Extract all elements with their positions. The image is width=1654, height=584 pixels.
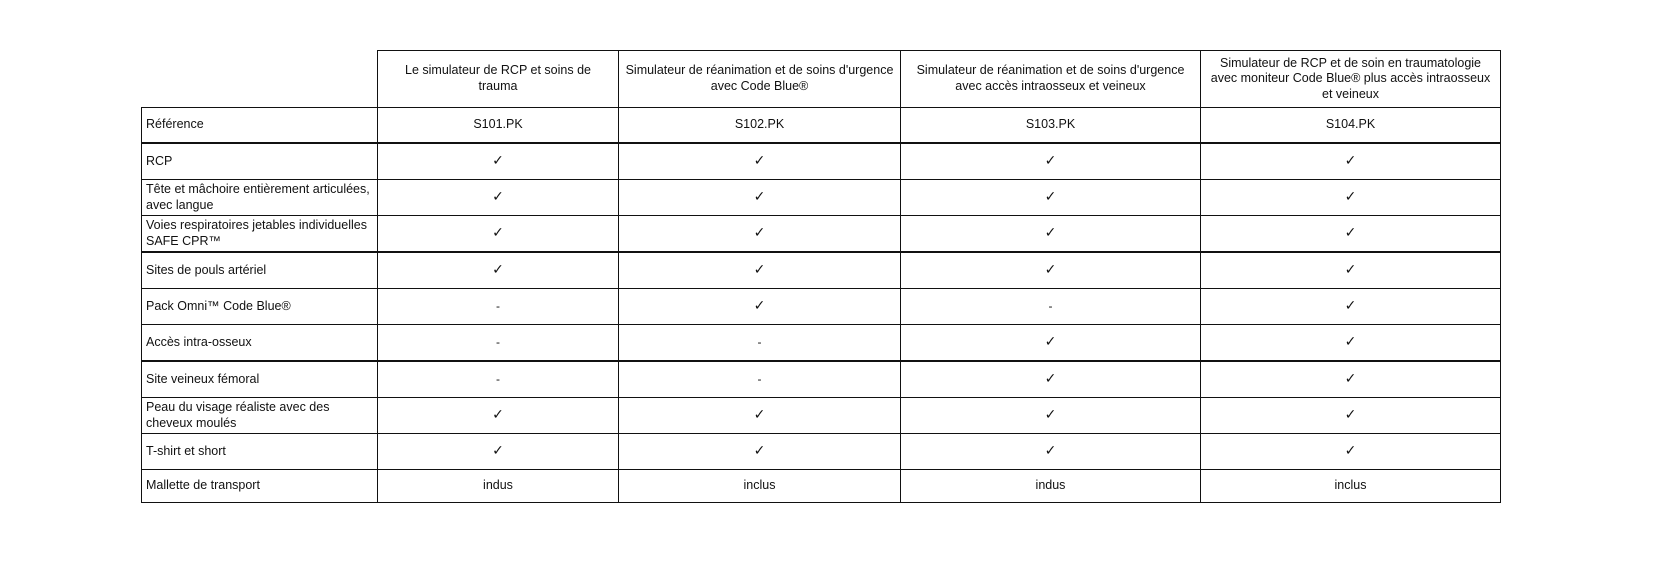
table-row bbox=[142, 470, 1501, 503]
table-cell bbox=[1201, 180, 1501, 216]
table-cell bbox=[901, 252, 1201, 289]
table-cell bbox=[1201, 361, 1501, 398]
row-label: Pack Omni™ Code Blue® bbox=[142, 289, 378, 325]
checkmark-icon: ✓ bbox=[492, 406, 504, 423]
table-cell bbox=[619, 216, 901, 253]
table-row bbox=[142, 434, 1501, 470]
row-label: Peau du visage réaliste avec des cheveux moulés bbox=[142, 398, 378, 434]
table-cell bbox=[1201, 216, 1501, 253]
dash-mark: - bbox=[757, 371, 762, 386]
corner-cell bbox=[142, 51, 378, 108]
row-label: Accès intra-osseux bbox=[142, 325, 378, 362]
checkmark-icon: ✓ bbox=[753, 188, 766, 205]
table-cell bbox=[619, 361, 901, 398]
table-cell bbox=[901, 143, 1201, 180]
checkmark-icon: ✓ bbox=[1344, 333, 1357, 350]
table-cell bbox=[1201, 325, 1501, 362]
table-row bbox=[142, 108, 1501, 144]
row-label: Référence bbox=[142, 108, 378, 144]
checkmark-icon: ✓ bbox=[753, 224, 766, 241]
table-cell bbox=[901, 289, 1201, 325]
checkmark-icon: ✓ bbox=[1344, 406, 1357, 423]
checkmark-icon: ✓ bbox=[1044, 152, 1057, 169]
table-cell bbox=[1201, 143, 1501, 180]
column-header: Simulateur de réanimation et de soins d'urgence avec Code Blue® bbox=[619, 51, 901, 108]
row-label: Tête et mâchoire entièrement articulées, avec langue bbox=[142, 180, 378, 216]
table-cell bbox=[1201, 252, 1501, 289]
table-cell: S104.PK bbox=[1201, 108, 1501, 144]
checkmark-icon: ✓ bbox=[1044, 370, 1057, 387]
checkmark-icon: ✓ bbox=[1344, 261, 1357, 278]
dash-mark: - bbox=[1048, 298, 1053, 313]
row-label: Site veineux fémoral bbox=[142, 361, 378, 398]
table-cell: S103.PK bbox=[901, 108, 1201, 144]
checkmark-icon: ✓ bbox=[753, 261, 766, 278]
dash-mark: - bbox=[496, 298, 500, 313]
table-cell bbox=[1201, 289, 1501, 325]
table-row bbox=[142, 361, 1501, 398]
table-cell bbox=[619, 289, 901, 325]
checkmark-icon: ✓ bbox=[1344, 297, 1357, 314]
table-cell bbox=[901, 361, 1201, 398]
checkmark-icon: ✓ bbox=[753, 406, 766, 423]
table-row bbox=[142, 180, 1501, 216]
row-label: T-shirt et short bbox=[142, 434, 378, 470]
column-header: Simulateur de RCP et de soin en traumatologie avec moniteur Code Blue® plus accès intraosseux et veineux bbox=[1201, 51, 1501, 108]
table-cell bbox=[619, 325, 901, 362]
checkmark-icon: ✓ bbox=[492, 224, 504, 241]
table-cell bbox=[378, 216, 619, 253]
table-cell bbox=[901, 216, 1201, 253]
table-row bbox=[142, 325, 1501, 362]
checkmark-icon: ✓ bbox=[1344, 188, 1357, 205]
table-row bbox=[142, 216, 1501, 253]
table-cell bbox=[378, 143, 619, 180]
checkmark-icon: ✓ bbox=[1044, 442, 1057, 459]
dash-mark: - bbox=[496, 334, 500, 349]
checkmark-icon: ✓ bbox=[492, 261, 504, 278]
dash-mark: - bbox=[757, 334, 762, 349]
checkmark-icon: ✓ bbox=[492, 442, 504, 459]
row-label: Mallette de transport bbox=[142, 470, 378, 503]
table-cell bbox=[378, 180, 619, 216]
checkmark-icon: ✓ bbox=[1344, 370, 1357, 387]
table-cell bbox=[378, 325, 619, 362]
table-cell: inclus bbox=[619, 470, 901, 503]
row-label: Voies respiratoires jetables individuelles SAFE CPR™ bbox=[142, 216, 378, 253]
table-row bbox=[142, 289, 1501, 325]
table-cell bbox=[1201, 398, 1501, 434]
row-label: RCP bbox=[142, 143, 378, 180]
column-header: Le simulateur de RCP et soins de trauma bbox=[378, 51, 619, 108]
table-row bbox=[142, 252, 1501, 289]
checkmark-icon: ✓ bbox=[1044, 224, 1057, 241]
table-cell bbox=[619, 434, 901, 470]
checkmark-icon: ✓ bbox=[492, 152, 504, 169]
table-cell bbox=[619, 180, 901, 216]
checkmark-icon: ✓ bbox=[1044, 261, 1057, 278]
table-cell bbox=[619, 252, 901, 289]
checkmark-icon: ✓ bbox=[753, 442, 766, 459]
table-cell: S102.PK bbox=[619, 108, 901, 144]
table-cell bbox=[378, 398, 619, 434]
table-cell bbox=[1201, 434, 1501, 470]
checkmark-icon: ✓ bbox=[753, 297, 766, 314]
table-cell bbox=[619, 143, 901, 180]
comparison-table bbox=[141, 50, 1501, 503]
table-cell: indus bbox=[378, 470, 619, 503]
table-cell bbox=[378, 361, 619, 398]
checkmark-icon: ✓ bbox=[1344, 442, 1357, 459]
table-cell: S101.PK bbox=[378, 108, 619, 144]
checkmark-icon: ✓ bbox=[1344, 152, 1357, 169]
table-cell bbox=[901, 180, 1201, 216]
row-label: Sites de pouls artériel bbox=[142, 252, 378, 289]
checkmark-icon: ✓ bbox=[1344, 224, 1357, 241]
checkmark-icon: ✓ bbox=[1044, 406, 1057, 423]
table-row bbox=[142, 143, 1501, 180]
table-cell bbox=[901, 325, 1201, 362]
table-cell bbox=[378, 289, 619, 325]
table-cell: indus bbox=[901, 470, 1201, 503]
table-cell: inclus bbox=[1201, 470, 1501, 503]
checkmark-icon: ✓ bbox=[492, 188, 504, 205]
dash-mark: - bbox=[496, 371, 500, 386]
header-row bbox=[142, 51, 1501, 108]
checkmark-icon: ✓ bbox=[753, 152, 766, 169]
column-header: Simulateur de réanimation et de soins d'urgence avec accès intraosseux et veineux bbox=[901, 51, 1201, 108]
table-cell bbox=[378, 434, 619, 470]
table-cell bbox=[901, 434, 1201, 470]
table-row bbox=[142, 398, 1501, 434]
table-cell bbox=[378, 252, 619, 289]
checkmark-icon: ✓ bbox=[1044, 188, 1057, 205]
table-cell bbox=[901, 398, 1201, 434]
table-cell bbox=[619, 398, 901, 434]
checkmark-icon: ✓ bbox=[1044, 333, 1057, 350]
